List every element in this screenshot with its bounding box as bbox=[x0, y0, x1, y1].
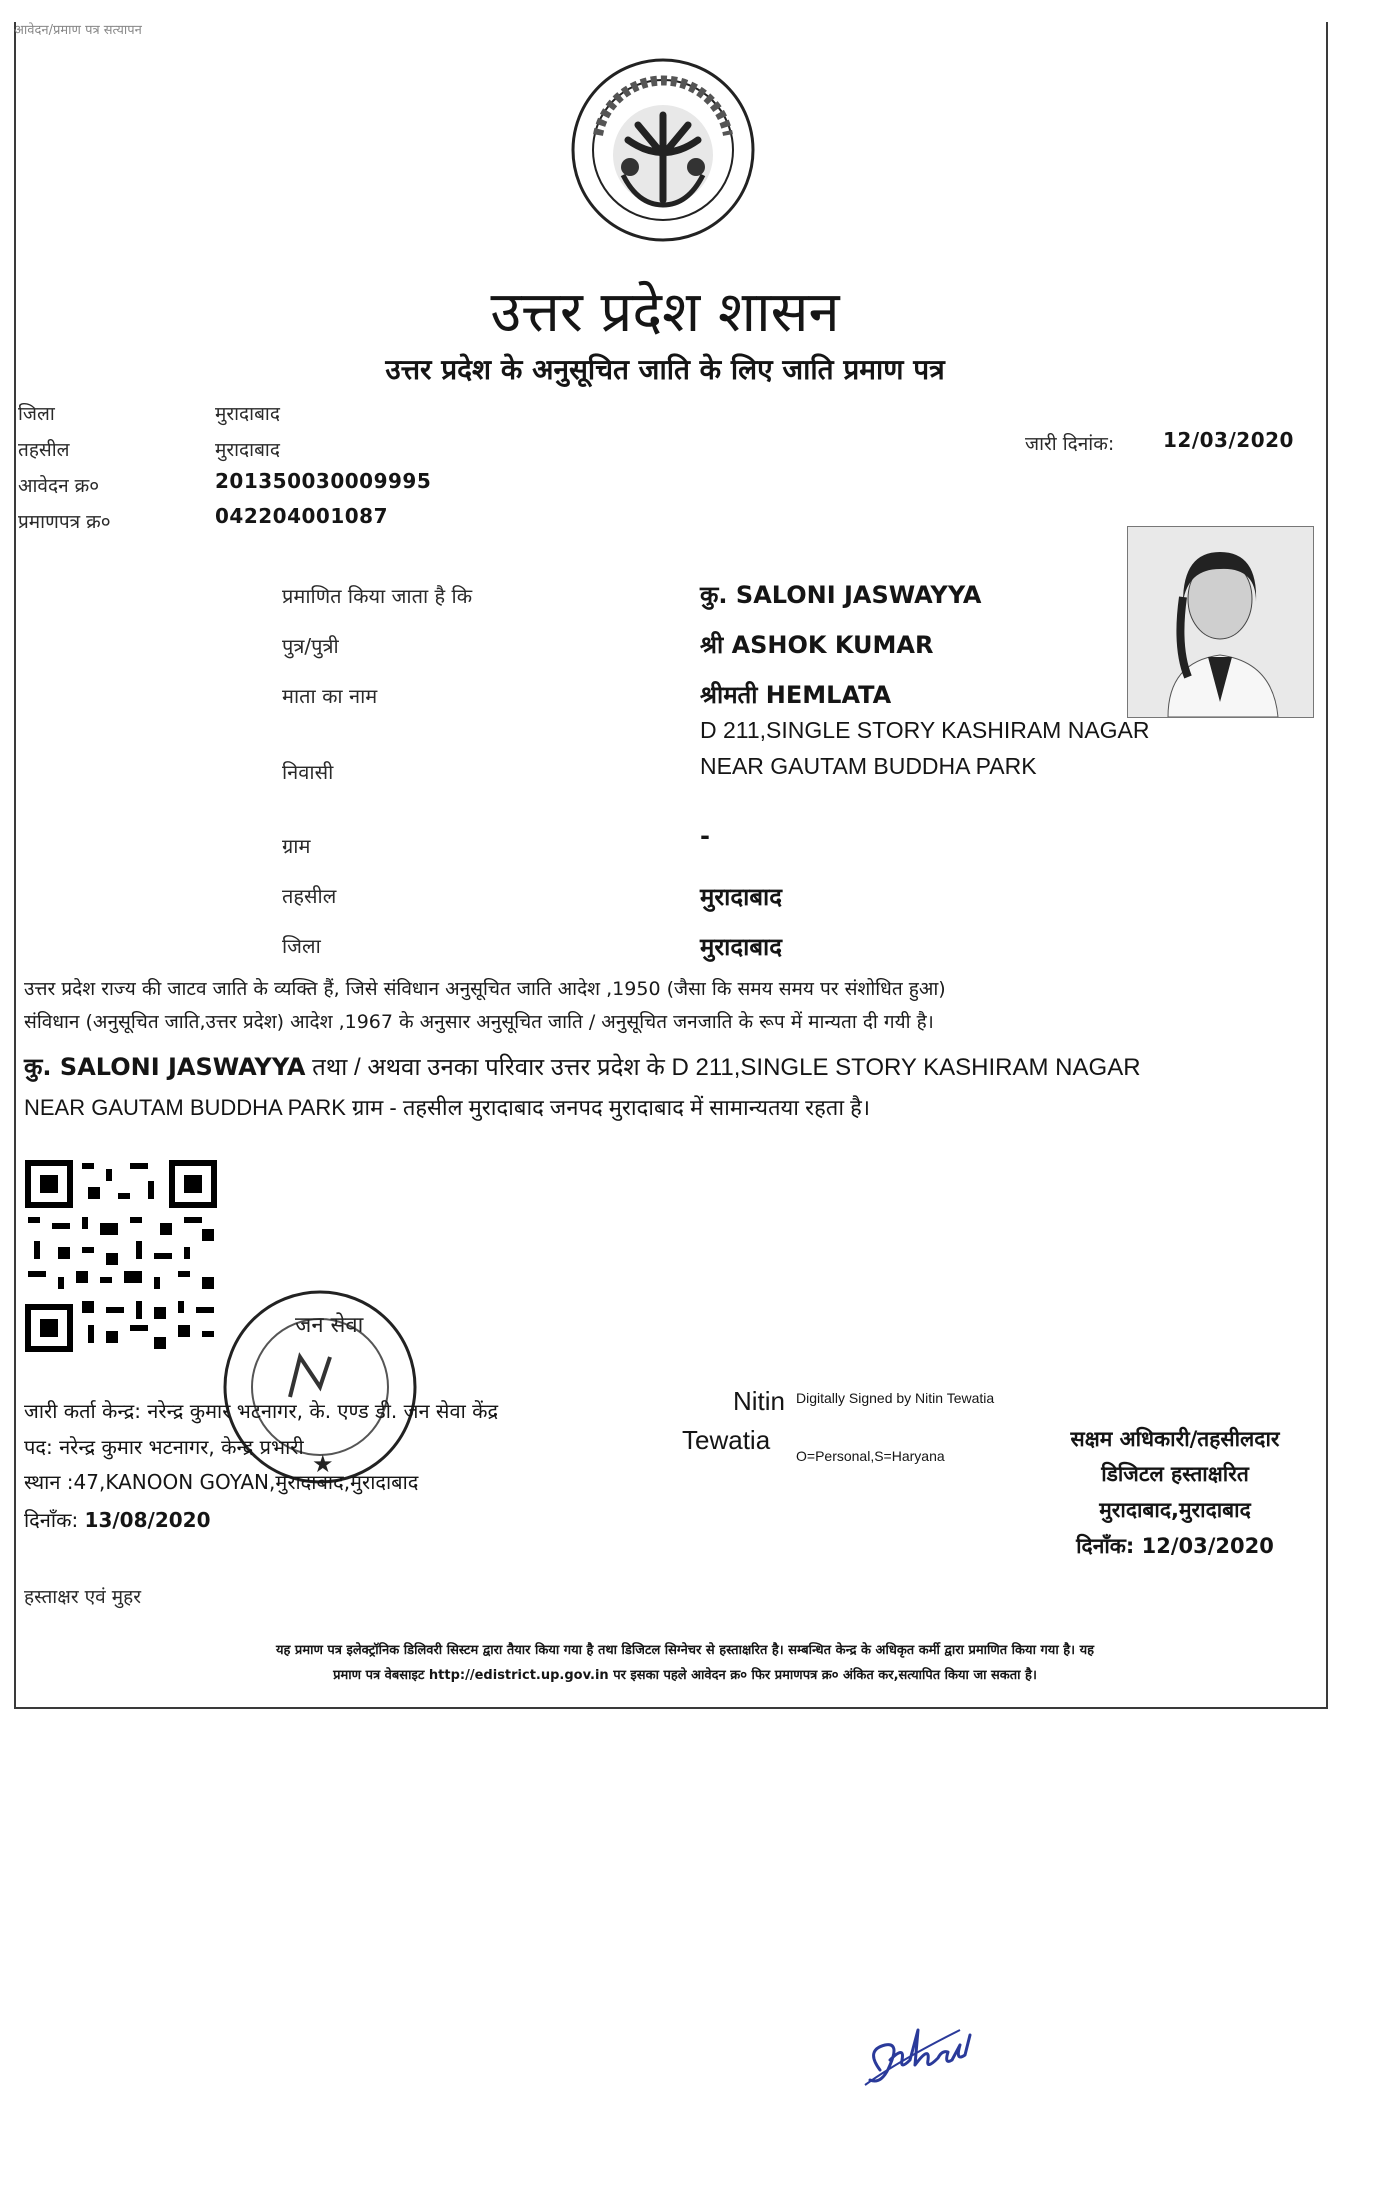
applicant-photo bbox=[1127, 526, 1314, 718]
parent-label: पुत्र/पुत्री bbox=[282, 634, 339, 658]
person-photo-icon bbox=[1128, 527, 1313, 717]
issuer-date-value: 13/08/2020 bbox=[84, 1508, 211, 1532]
issuer-post: पद: नरेन्द्र कुमार भटनागर, केन्द्र प्रभारी bbox=[24, 1435, 304, 1459]
handwritten-signature bbox=[860, 1990, 990, 2100]
application-no-label: आवेदन क्र० bbox=[18, 475, 100, 497]
field-district-value: मुरादाबाद bbox=[700, 933, 783, 961]
mother-label: माता का नाम bbox=[282, 684, 378, 708]
signature-location: O=Personal,S=Haryana bbox=[796, 1448, 945, 1464]
certificate-no-value: 042204001087 bbox=[215, 504, 388, 528]
certified-label: प्रमाणित किया जाता है कि bbox=[282, 584, 473, 608]
statement-line-3-rest: तथा / अथवा उनका परिवार उत्तर प्रदेश के D 211,SINGLE STORY KASHIRAM NAGAR bbox=[305, 1054, 1141, 1081]
footer-line-1: यह प्रमाण पत्र इलेक्ट्रॉनिक डिलिवरी सिस्टम द्वारा तैयार किया गया है तथा डिजिटल सिग्नेचर से हस्ताक्षरित है। सम्बन्धित केन्द्र के अधिकृत कर्मी द्वारा प्रमाणित किया गया है। यह bbox=[275, 1643, 1095, 1658]
issuer-date bbox=[24, 1506, 210, 1533]
digitally-signed-by: Digitally Signed by Nitin Tewatia bbox=[796, 1390, 995, 1406]
statement-line-1: उत्तर प्रदेश राज्य की जाटव जाति के व्यक्ति हैं, जिसे संविधान अनुसूचित जाति आदेश ,1950 (जैसा कि समय समय पर संशोधित हुआ) bbox=[24, 978, 946, 1000]
field-district-label: जिला bbox=[282, 934, 321, 958]
stamp-text: जन सेवा bbox=[295, 1313, 364, 1338]
signature-seal-label: हस्ताक्षर एवं मुहर bbox=[24, 1586, 141, 1608]
certificate-no-label: प्रमाणपत्र क्र० bbox=[18, 511, 111, 533]
signer-first-name: Nitin bbox=[733, 1386, 786, 1416]
signer-last-name: Tewatia bbox=[682, 1425, 771, 1455]
certified-name-value: कु. SALONI JASWAYYA bbox=[700, 581, 982, 609]
parent-value: श्री ASHOK KUMAR bbox=[700, 631, 934, 659]
issuer-date-label: दिनाँक: bbox=[24, 1508, 79, 1532]
field-tehsil-label: तहसील bbox=[282, 884, 337, 908]
certificate-subtitle: उत्तर प्रदेश के अनुसूचित जाति के लिए जाति प्रमाण पत्र bbox=[385, 353, 945, 386]
statement-line-4: NEAR GAUTAM BUDDHA PARK ग्राम - तहसील मुरादाबाद जनपद मुरादाबाद में सामान्यतया रहता है। bbox=[24, 1095, 871, 1120]
district-value: मुरादाबाद bbox=[215, 403, 280, 425]
svg-text:★: ★ bbox=[312, 1450, 334, 1478]
statement-line-3 bbox=[24, 1050, 1141, 1083]
page-title: उत्तर प्रदेश शासन bbox=[490, 280, 840, 345]
field-tehsil-value: मुरादाबाद bbox=[700, 883, 783, 911]
mother-value: श्रीमती HEMLATA bbox=[700, 681, 892, 709]
officer-title: सक्षम अधिकारी/तहसीलदार bbox=[1070, 1427, 1280, 1451]
issue-date-value: 12/03/2020 bbox=[1163, 428, 1294, 452]
officer-date-value: 12/03/2020 bbox=[1141, 1534, 1274, 1558]
issue-date-label: जारी दिनांक: bbox=[1025, 433, 1115, 455]
issued-by: जारी कर्ता केन्द्र: नरेन्द्र कुमार भटनागर, के. एण्ड डी. जन सेवा केंद्र bbox=[24, 1399, 499, 1423]
officer-digitally-signed: डिजिटल हस्ताक्षरित bbox=[1101, 1462, 1249, 1486]
qr-code bbox=[22, 1157, 220, 1355]
footer-line-2: प्रमाण पत्र वेबसाइट http://edistrict.up.gov.in पर इसका पहले आवेदन क्र० फिर प्रमाणपत्र क्र० अंकित कर,सत्यापित किया जा सकता है। bbox=[333, 1668, 1037, 1683]
resident-address-value: D 211,SINGLE STORY KASHIRAM NAGAR NEAR GAUTAM BUDDHA PARK bbox=[700, 717, 1150, 779]
statement-name: कु. SALONI JASWAYYA bbox=[24, 1053, 306, 1081]
issuer-place: स्थान :47,KANOON GOYAN,मुरादाबाद,मुरादाबाद bbox=[24, 1470, 419, 1494]
village-label: ग्राम bbox=[282, 834, 311, 858]
officer-date-label: दिनाँक: bbox=[1076, 1534, 1135, 1558]
application-no-value: 201350030009995 bbox=[215, 469, 432, 493]
resident-label: निवासी bbox=[282, 760, 334, 784]
officer-place: मुरादाबाद,मुरादाबाद bbox=[1099, 1498, 1251, 1522]
statement-line-2: संविधान (अनुसूचित जाति,उत्तर प्रदेश) आदेश ,1967 के अनुसार अनुसूचित जाति / अनुसूचित जनजाति के रूप में मान्यता दी गयी है। bbox=[24, 1011, 934, 1033]
village-value: - bbox=[700, 822, 710, 850]
up-government-emblem bbox=[568, 55, 758, 245]
tehsil-value: मुरादाबाद bbox=[215, 439, 280, 461]
officer-date bbox=[1030, 1532, 1320, 1560]
tehsil-label: तहसील bbox=[18, 439, 70, 461]
district-label: जिला bbox=[18, 403, 55, 425]
top-note: आवेदन/प्रमाण पत्र सत्यापन bbox=[14, 23, 142, 38]
